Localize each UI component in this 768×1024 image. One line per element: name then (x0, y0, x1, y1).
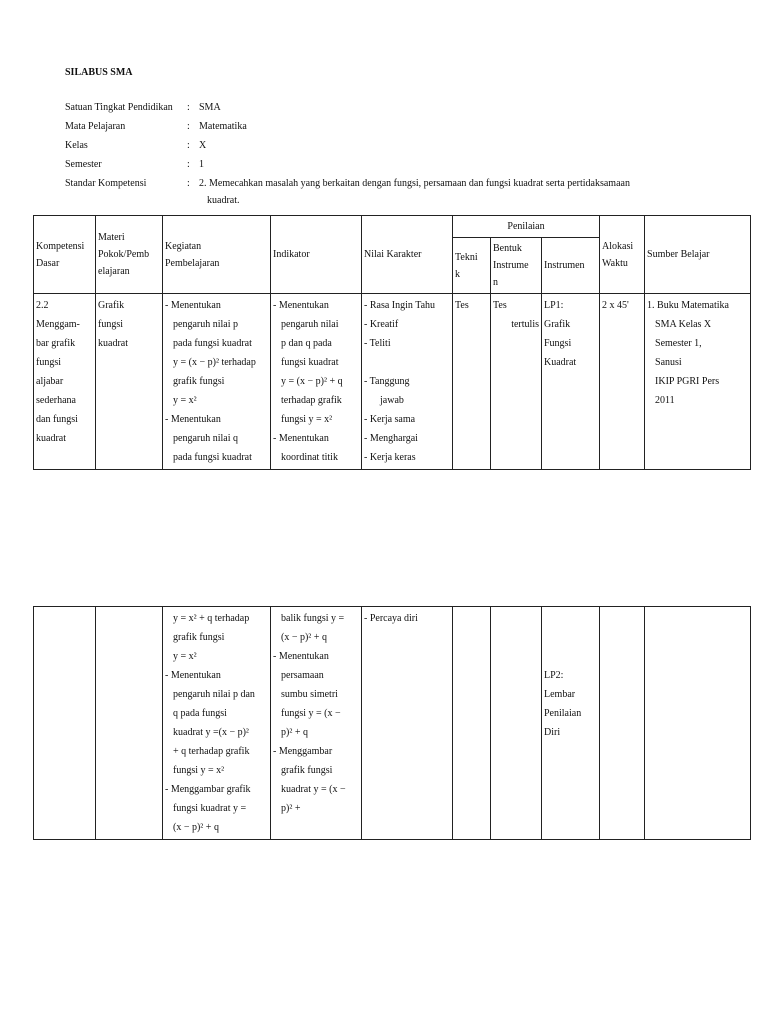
header-kegiatan-pembelajaran: Kegiatan Pembelajaran (163, 216, 271, 294)
header-sumber-belajar: Sumber Belajar (645, 216, 751, 294)
cell-indikator-cont: balik fungsi y = (x − p)² + q - Menentukan persamaan sumbu simetri fungsi y = (x − p)² + q - Menggambar grafik fungsi kuadrat y = (x − p)² + (271, 607, 362, 840)
cell-sumber-cont (645, 607, 751, 840)
meta-colon: : (187, 159, 190, 170)
document-title: SILABUS SMA (65, 67, 133, 78)
meta-value-continued: kuadrat. (207, 195, 240, 206)
meta-colon: : (187, 102, 190, 113)
cell-kompetensi: 2.2 Menggam- bar grafik fungsi aljabar sederhana dan fungsi kuadrat (34, 294, 96, 470)
header-alokasi-waktu: Alokasi Waktu (600, 216, 645, 294)
header-materi-pokok: Materi Pokok/Pemb elajaran (96, 216, 163, 294)
header-penilaian: Penilaian (453, 216, 600, 238)
header-teknik: Tekni k (453, 238, 491, 294)
cell-nilai-karakter-cont: - Percaya diri (362, 607, 453, 840)
meta-key: Satuan Tingkat Pendidikan (65, 102, 173, 113)
table-row (34, 607, 751, 840)
meta-value: 2. Memecahkan masalah yang berkaitan dengan fungsi, persamaan dan fungsi kuadrat serta pertidaksamaan (199, 178, 630, 189)
header-indikator: Indikator (271, 216, 362, 294)
table-row (34, 294, 751, 470)
cell-kegiatan-cont: y = x² + q terhadap grafik fungsi y = x² - Menentukan pengaruh nilai p dan q pada fungsi kuadrat y =(x − p)² + q terhadap grafik fungsi y = x² - Menggambar grafik fungsi kuadrat y = (x − p)² + q (163, 607, 271, 840)
meta-colon: : (187, 178, 190, 189)
cell-materi: Grafik fungsi kuadrat (96, 294, 163, 470)
syllabus-table-page1 (33, 215, 751, 470)
cell-materi-cont (96, 607, 163, 840)
meta-key: Semester (65, 159, 102, 170)
header-bentuk-instrumen: Bentuk Instrume n (491, 238, 542, 294)
cell-teknik-cont (453, 607, 491, 840)
cell-nilai-karakter: - Rasa Ingin Tahu - Kreatif - Teliti - Tanggung jawab - Kerja sama - Menghargai - Kerja keras (362, 294, 453, 470)
cell-kompetensi-cont (34, 607, 96, 840)
meta-value: Matematika (199, 121, 247, 132)
meta-key: Standar Kompetensi (65, 178, 147, 189)
meta-value: SMA (199, 102, 221, 113)
meta-value: X (199, 140, 207, 151)
cell-teknik: Tes (453, 294, 491, 470)
meta-colon: : (187, 121, 190, 132)
meta-key: Kelas (65, 140, 88, 151)
cell-indikator: - Menentukan pengaruh nilai p dan q pada fungsi kuadrat y = (x − p)² + q terhadap grafik fungsi y = x² - Menentukan koordinat titik (271, 294, 362, 470)
syllabus-table-page2 (33, 606, 751, 840)
meta-value: 1 (199, 159, 204, 170)
cell-kegiatan: - Menentukan pengaruh nilai p pada fungsi kuadrat y = (x − p)² terhadap grafik fungsi y = x² - Menentukan pengaruh nilai q pada fungsi kuadrat (163, 294, 271, 470)
cell-instrumen-cont: LP2: Lembar Penilaian Diri (542, 607, 600, 840)
cell-bentuk-cont (491, 607, 542, 840)
cell-sumber: 1. Buku Matematika SMA Kelas X Semester 1, Sanusi IKIP PGRI Pers 2011 (645, 294, 751, 470)
cell-alokasi: 2 x 45' (600, 294, 645, 470)
cell-alokasi-cont (600, 607, 645, 840)
cell-instrumen: LP1: Grafik Fungsi Kuadrat (542, 294, 600, 470)
meta-key: Mata Pelajaran (65, 121, 126, 132)
header-kompetensi-dasar: Kompetensi Dasar (34, 216, 96, 294)
meta-colon: : (187, 140, 190, 151)
cell-bentuk: Tes tertulis (491, 294, 542, 470)
header-nilai-karakter: Nilai Karakter (362, 216, 453, 294)
header-instrumen: Instrumen (542, 238, 600, 294)
